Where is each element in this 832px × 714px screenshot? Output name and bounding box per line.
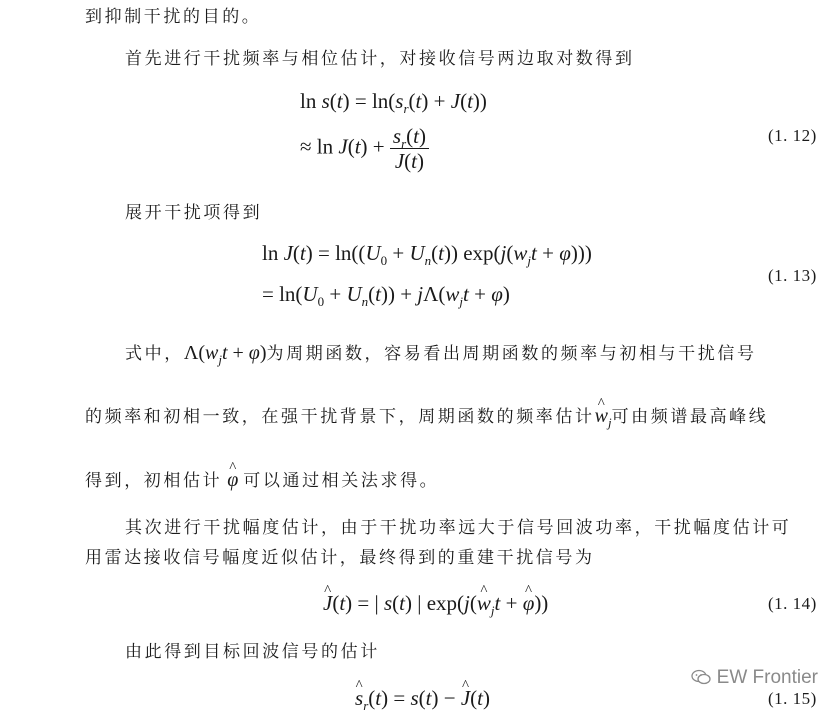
paragraph-line: 展开干扰项得到 [125,203,263,223]
paragraph-line [125,342,757,367]
equation-1-12-line1: $\ln s(t) = \ln(s_r(t) + J(t))$ [300,89,487,116]
paragraph-line: 其次进行干扰幅度估计，由于干扰功率远大于信号回波功率，干扰幅度估计可 [125,518,792,538]
paragraph-text: 可以通过相关法求得。 [243,471,440,491]
watermark [691,667,818,689]
paragraph-line [85,470,439,491]
wechat-icon [691,669,711,685]
equation-number: (1. 13) [768,266,817,285]
equation-1-15: ^ $s_r(t) = s(t)$ − ^ J(t) [355,685,490,711]
equation-1-12-line2: ≈ ln J(t) + $\frac{s_r(t)}{J(t)}$ [300,124,429,173]
paragraph-line: 由此得到目标回波信号的估计 [125,642,380,662]
equation-1-13-line1: $\ln J(t) = \ln((U_0 + U_n(t)) \exp(j(w_jt + \varphi)))$ [262,241,592,268]
equation-number: (1. 15) [768,689,817,708]
inline-formula: ^ φ [222,469,243,491]
paragraph-text: 得到，初相估计 [85,471,223,491]
paragraph-line: 首先进行干扰频率与相位估计，对接收信号两边取对数得到 [125,49,635,69]
equation-1-14: ^ J(t) = | s(t) | exp(j(^ $w_jt$ + ^ φ)) [323,590,548,616]
paragraph-line [85,405,769,430]
inline-formula: $\Lambda(w_jt + \varphi)$ [183,342,267,367]
paragraph-text: 的频率和初相一致，在强干扰背景下，周期函数的频率估计 [85,407,595,427]
watermark-text: EW Frontier [716,667,818,688]
paragraph-line: 到抑制干扰的目的。 [85,7,262,27]
equation-1-13-line2: = $\ln(U_0 + U_n(t)) + j\Lambda(w_jt + \varphi)$ [262,282,510,309]
equation-number: (1. 14) [768,594,817,613]
paragraph-text: 式中， [125,344,184,364]
paragraph-text: 可由频谱最高峰线 [611,407,769,427]
paragraph-text: 为周期函数，容易看出周期函数的频率与初相与干扰信号 [266,344,757,364]
inline-formula: ^ $w_j$ [595,405,612,427]
paragraph-line: 用雷达接收信号幅度近似估计，最终得到的重建干扰信号为 [85,548,595,568]
equation-number: (1. 12) [768,126,817,145]
